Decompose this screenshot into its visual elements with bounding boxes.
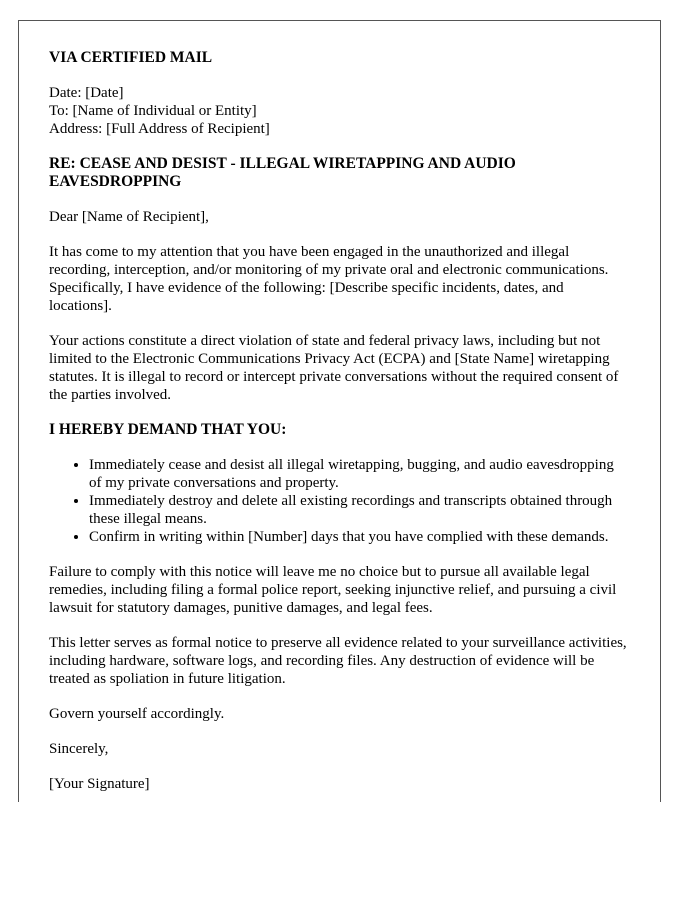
date-line: Date: [Date] <box>49 85 124 101</box>
address-line: Address: [Full Address of Recipient] <box>49 121 270 137</box>
paragraph-consequences: Failure to comply with this notice will leave me no choice but to pursue all available legal remedies, including filing a formal police report, seeking injunctive relief, and pursuing a civil lawsuit for statutory damages, punitive damages, and legal fees. <box>49 564 617 616</box>
paragraph-preservation: This letter serves as formal notice to preserve all evidence related to your surveillance activities, including hardware, software logs, and recording files. Any destruction of evidence will be treated as spoliation in future litigation. <box>49 635 627 687</box>
paragraph-allegations: It has come to my attention that you have been engaged in the unauthorized and illegal recording, interception, and/or monitoring of my private oral and electronic communications. Specifically, I have evidence of the following: [Describe specific incidents, dates, and locations]. <box>49 244 609 314</box>
demand-heading: I HEREBY DEMAND THAT YOU: <box>49 421 287 438</box>
paragraph-govern: Govern yourself accordingly. <box>49 706 225 722</box>
list-item: • Immediately cease and desist all illegal wiretapping, bugging, and audio eavesdropping of my private conversations and property. <box>89 456 630 492</box>
paragraph-violations: Your actions constitute a direct violation of state and federal privacy laws, including but not limited to the Electronic Communications Privacy Act (ECPA) and [State Name] wiretapping statutes. It is illegal to record or intercept private conversations without the required consent of the parties involved. <box>49 333 619 403</box>
address-block <box>49 84 630 138</box>
closing: Sincerely, <box>49 741 109 757</box>
salutation: Dear [Name of Recipient], <box>49 209 209 225</box>
letter-page <box>18 20 661 802</box>
signature: [Your Signature] <box>49 776 150 792</box>
delivery-method: VIA CERTIFIED MAIL <box>49 49 213 66</box>
subject-line: RE: CEASE AND DESIST - ILLEGAL WIRETAPPING AND AUDIO EAVESDROPPING <box>49 155 516 190</box>
list-item: • Immediately destroy and delete all existing recordings and transcripts obtained through these illegal means. <box>89 492 630 528</box>
list-item: • Confirm in writing within [Number] days that you have complied with these demands. <box>89 528 630 546</box>
recipient-line: To: [Name of Individual or Entity] <box>49 103 257 119</box>
demand-list <box>49 456 630 546</box>
